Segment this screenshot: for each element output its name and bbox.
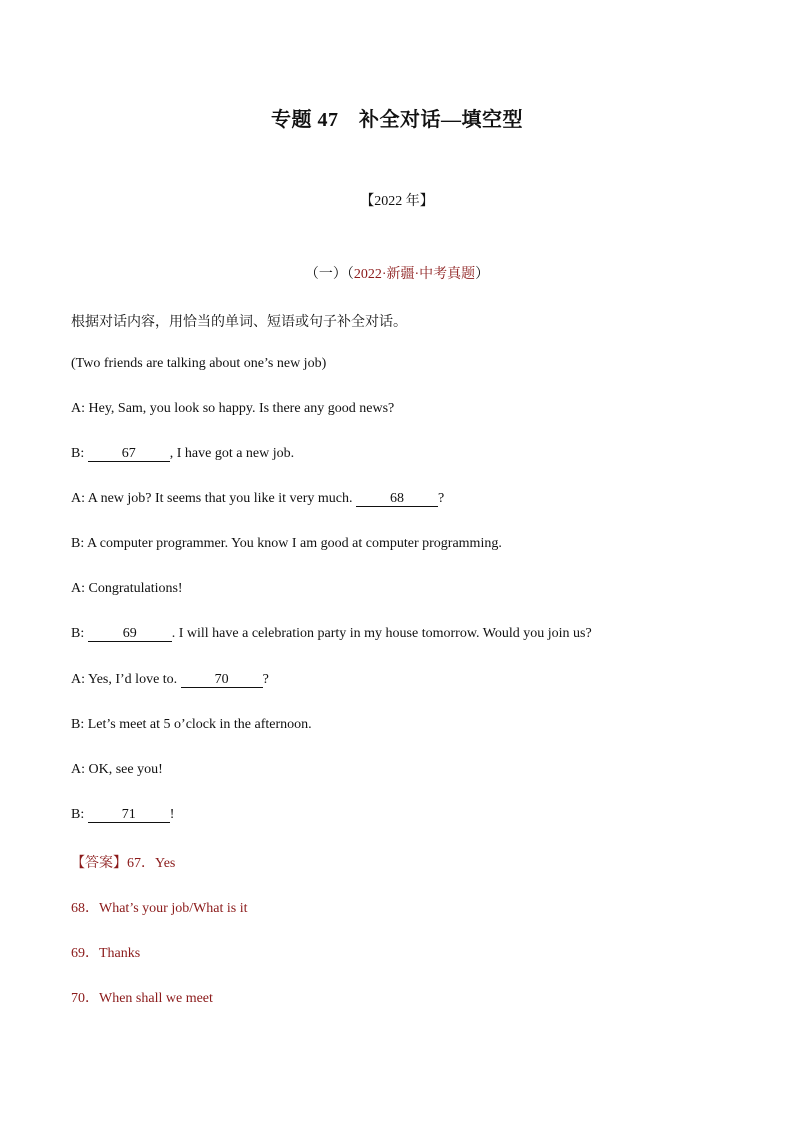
dialogue-line [71, 717, 312, 733]
dialogue-text: . I will have a celebration party in my house tomorrow. Would you join us? [171, 626, 592, 641]
dialogue-speaker: B: [71, 807, 88, 822]
year-heading: 【2022 年】 [360, 194, 434, 209]
answer-item: 67．Yes [127, 856, 176, 871]
dialogue-line [71, 626, 592, 642]
dialogue-text: ? [262, 672, 269, 687]
dialogue-speaker: B: [71, 626, 88, 641]
blank-69[interactable]: 69 [88, 626, 172, 642]
section-suffix: ） [475, 267, 490, 282]
dialogue-speaker: B: [71, 446, 88, 461]
answer-item: 69．Thanks [71, 946, 141, 961]
blank-68[interactable]: 68 [356, 491, 438, 507]
dialogue-text: ! [169, 807, 175, 822]
dialogue-text: ? [438, 491, 445, 506]
section-heading [0, 263, 794, 283]
answer-line [71, 897, 248, 917]
blank-71[interactable]: 71 [88, 807, 170, 823]
dialogue-text: A: Congratulations! [71, 581, 183, 596]
dialogue-text: A: OK, see you! [71, 762, 163, 777]
answer-item: 70．When shall we meet [71, 991, 213, 1006]
blank-70[interactable]: 70 [181, 672, 263, 688]
dialogue-text: A: Hey, Sam, you look so happy. Is there any good news? [71, 401, 395, 416]
answer-line [71, 987, 213, 1007]
answer-item: 68．What’s your job/What is it [71, 901, 248, 916]
answer-label: 【答案】 [71, 856, 127, 871]
section-prefix: （一）（ [304, 267, 354, 282]
dialogue-line [71, 536, 502, 552]
dialogue-line [71, 446, 294, 462]
dialogue-text: B: A computer programmer. You know I am good at computer programming. [71, 536, 502, 551]
dialogue-text: B: Let’s meet at 5 o’clock in the afternoon. [71, 717, 312, 732]
context-text: (Two friends are talking about one’s new job) [71, 356, 327, 371]
dialogue-line [71, 762, 163, 778]
dialogue-text: A: Yes, I’d love to. [71, 672, 181, 687]
instruction-text: 根据对话内容，用恰当的单词、短语或句子补全对话。 [71, 315, 407, 330]
blank-67[interactable]: 67 [88, 446, 170, 462]
answer-line [71, 942, 140, 962]
dialogue-line [71, 581, 183, 597]
dialogue-line [71, 401, 394, 417]
dialogue-text: A: A new job? It seems that you like it very much. [71, 491, 357, 506]
section-source: 2022·新疆·中考真题 [353, 267, 476, 282]
dialogue-line [71, 672, 269, 688]
dialogue-text: , I have got a new job. [169, 446, 295, 461]
page-title: 专题 47 补全对话—填空型 [271, 109, 523, 131]
dialogue-line [71, 491, 444, 507]
answer-line [71, 852, 175, 872]
dialogue-line [71, 807, 174, 823]
